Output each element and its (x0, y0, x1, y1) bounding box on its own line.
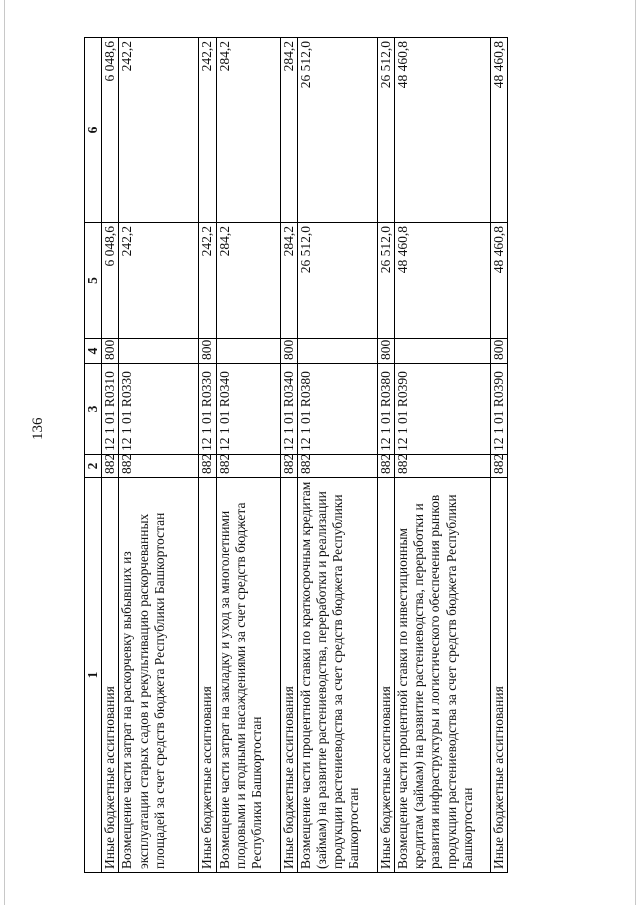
cell-amount-1: 48 460,8 (394, 223, 490, 339)
cell-csr: 12 1 01 R0390 (490, 364, 507, 455)
cell-amount-2: 26 512,0 (377, 38, 394, 223)
table-row (102, 38, 119, 873)
table-row (377, 38, 394, 873)
cell-vr (394, 339, 490, 364)
rotated-table-wrapper (84, 38, 504, 873)
cell-grbs: 882 (216, 455, 280, 478)
cell-amount-2: 284,2 (216, 38, 280, 223)
cell-amount-2: 26 512,0 (297, 38, 377, 223)
cell-vr (119, 339, 199, 364)
cell-amount-1: 6 048,6 (102, 223, 119, 339)
cell-csr: 12 1 01 R0330 (199, 364, 216, 455)
cell-grbs: 882 (297, 455, 377, 478)
cell-amount-2: 6 048,6 (102, 38, 119, 223)
cell-name: Иные бюджетные ассигнования (490, 478, 507, 873)
cell-vr: 800 (280, 339, 297, 364)
table-row (490, 38, 507, 873)
cell-vr: 800 (377, 339, 394, 364)
cell-amount-1: 48 460,8 (490, 223, 507, 339)
cell-vr: 800 (102, 339, 119, 364)
cell-vr: 800 (490, 339, 507, 364)
cell-amount-2: 242,2 (199, 38, 216, 223)
cell-name: Возмещение части затрат на раскорчевку выбывших из эксплуатации старых садов и рекультивацию раскорчеванных площадей за счет средств бюджета Республики Башкортостан (119, 478, 199, 873)
table-row (297, 38, 377, 873)
cell-name: Иные бюджетные ассигнования (280, 478, 297, 873)
page-number: 136 (30, 417, 46, 440)
header-col-1: 1 (85, 478, 102, 873)
cell-grbs: 882 (119, 455, 199, 478)
cell-grbs: 882 (394, 455, 490, 478)
cell-grbs: 882 (377, 455, 394, 478)
cell-vr: 800 (199, 339, 216, 364)
cell-name: Возмещение части затрат на закладку и уход за многолетними плодовыми и ягодными насаждениями за счет средств бюджета Республики Башкортостан (216, 478, 280, 873)
cell-csr: 12 1 01 R0330 (119, 364, 199, 455)
header-col-5: 5 (85, 223, 102, 339)
cell-amount-1: 242,2 (199, 223, 216, 339)
cell-amount-1: 284,2 (280, 223, 297, 339)
cell-name: Возмещение части процентной ставки по инвестиционным кредитам (займам) на развитие растениеводства, переработки и развития инфраструктуры и логистического обеспечения рынков продукции растениеводства за счет средств бюджета Республики Башкортостан (394, 478, 490, 873)
header-col-2: 2 (85, 455, 102, 478)
cell-csr: 12 1 01 R0340 (280, 364, 297, 455)
table-row (394, 38, 490, 873)
cell-grbs: 882 (102, 455, 119, 478)
header-col-3: 3 (85, 364, 102, 455)
cell-csr: 12 1 01 R0390 (394, 364, 490, 455)
cell-grbs: 882 (199, 455, 216, 478)
cell-vr (297, 339, 377, 364)
cell-name: Иные бюджетные ассигнования (102, 478, 119, 873)
scan-edge-left (4, 0, 5, 905)
header-row (85, 38, 102, 873)
cell-amount-2: 242,2 (119, 38, 199, 223)
table-row (119, 38, 199, 873)
cell-vr (216, 339, 280, 364)
cell-amount-2: 48 460,8 (490, 38, 507, 223)
scan-edge-right (635, 0, 636, 905)
cell-grbs: 882 (280, 455, 297, 478)
header-col-4: 4 (85, 339, 102, 364)
budget-table (84, 37, 508, 873)
cell-csr: 12 1 01 R0310 (102, 364, 119, 455)
cell-amount-2: 284,2 (280, 38, 297, 223)
cell-amount-2: 48 460,8 (394, 38, 490, 223)
cell-amount-1: 242,2 (119, 223, 199, 339)
table-row (199, 38, 216, 873)
table-row (216, 38, 280, 873)
cell-name: Иные бюджетные ассигнования (199, 478, 216, 873)
cell-name: Иные бюджетные ассигнования (377, 478, 394, 873)
cell-csr: 12 1 01 R0340 (216, 364, 280, 455)
cell-grbs: 882 (490, 455, 507, 478)
cell-csr: 12 1 01 R0380 (297, 364, 377, 455)
cell-name: Возмещение части процентной ставки по краткосрочным кредитам (займам) на развитие растениеводства, переработки и реализации продукции растениеводства за счет средств бюджета Республики Башкортостан (297, 478, 377, 873)
cell-amount-1: 284,2 (216, 223, 280, 339)
cell-csr: 12 1 01 R0380 (377, 364, 394, 455)
cell-amount-1: 26 512,0 (297, 223, 377, 339)
table-row (280, 38, 297, 873)
cell-amount-1: 26 512,0 (377, 223, 394, 339)
header-col-6: 6 (85, 38, 102, 223)
